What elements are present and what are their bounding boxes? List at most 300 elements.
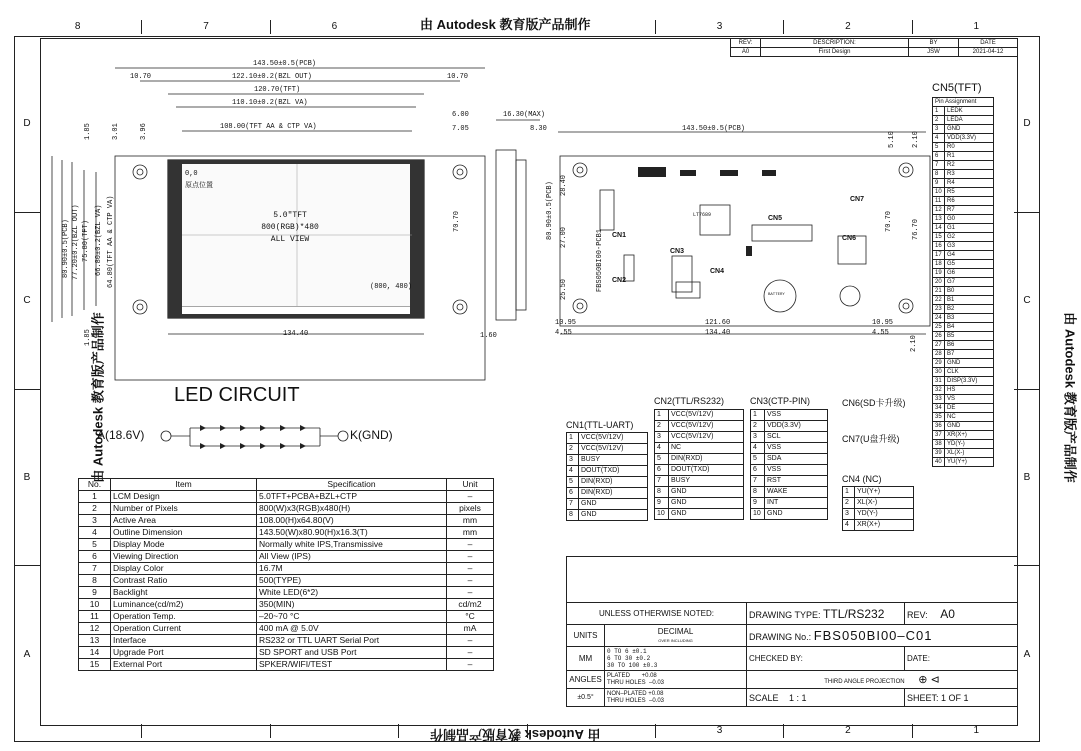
- table-row: [567, 488, 648, 499]
- table-row: [933, 278, 994, 287]
- table-cell: 12: [933, 206, 945, 215]
- table-row: [79, 623, 494, 635]
- unless-noted: UNLESS OTHERWISE NOTED:: [567, 603, 747, 625]
- sheet-value: 1 OF 1: [941, 692, 969, 703]
- dim-aa-height: 64.80(TFT AA & CTP VA): [107, 195, 115, 288]
- table-cell: 15: [933, 233, 945, 242]
- table-cell: 12: [79, 623, 111, 635]
- tolerance-row: 0 TO 6 ±0.1: [607, 648, 647, 655]
- zone-label: D: [1023, 118, 1031, 130]
- table-cell: Upgrade Port: [111, 647, 257, 659]
- dim-bezel-width: 122.10±0.2(BZL OUT): [232, 73, 312, 81]
- table-cell: mm: [447, 527, 494, 539]
- spec-header: Specification: [257, 479, 447, 491]
- table-cell: DE: [945, 404, 994, 413]
- led-circuit-title: LED CIRCUIT: [174, 384, 300, 406]
- table-row: [843, 498, 914, 509]
- table-cell: R1: [945, 152, 994, 161]
- scale-value: 1 : 1: [789, 692, 807, 703]
- table-cell: 5: [933, 143, 945, 152]
- dim-back-offset: 8.30: [530, 125, 547, 133]
- table-cell: VCC(5V/12V): [579, 433, 648, 444]
- dim-aa-width: 108.00(TFT AA & CTP VA): [220, 123, 317, 131]
- zone-label: 3: [655, 724, 783, 738]
- sheet-label: SHEET:: [907, 692, 939, 703]
- table-row: [567, 433, 648, 444]
- table-cell: 19: [933, 269, 945, 278]
- cn1-title: CN1(TTL-UART): [566, 420, 634, 430]
- table-cell: 2: [655, 421, 669, 432]
- table-row: [79, 515, 494, 527]
- table-cell: mA: [447, 623, 494, 635]
- back-pcb-outline: [560, 156, 930, 326]
- table-cell: 4: [933, 134, 945, 143]
- table-cell: Backlight: [111, 587, 257, 599]
- drawing-type-cell: [747, 603, 905, 625]
- table-row: [655, 487, 744, 498]
- table-row: [933, 368, 994, 377]
- dim-back-v: 28.40: [560, 174, 568, 196]
- cn1-connector: [600, 190, 614, 230]
- date-cell: DATE:: [905, 647, 1018, 671]
- table-cell: DOUT(TXD): [669, 465, 744, 476]
- table-row: [933, 134, 994, 143]
- table-row: [933, 233, 994, 242]
- origin-caption: 原点位置: [185, 181, 213, 189]
- mm-label: MM: [567, 647, 605, 671]
- table-cell: 22: [933, 296, 945, 305]
- zone-label: 3: [655, 20, 783, 34]
- table-cell: 5: [567, 477, 579, 488]
- table-cell: 21: [933, 287, 945, 296]
- table-cell: 2: [933, 116, 945, 125]
- table-cell: 33: [933, 395, 945, 404]
- table-cell: White LED(6*2): [257, 587, 447, 599]
- table-cell: NC: [669, 443, 744, 454]
- sheet-cell: [905, 689, 1018, 707]
- drawing-type-label: DRAWING TYPE:: [749, 609, 821, 620]
- table-cell: 14: [933, 224, 945, 233]
- table-cell: VDD(3.3V): [765, 421, 828, 432]
- table-cell: 25: [933, 323, 945, 332]
- anode-terminal: [161, 431, 171, 441]
- table-cell: XL(X-): [855, 498, 914, 509]
- table-cell: 4: [79, 527, 111, 539]
- rev-cell: JSW: [909, 48, 959, 57]
- table-cell: DIN(RXD): [579, 488, 648, 499]
- table-cell: 3: [751, 432, 765, 443]
- table-cell: GND: [765, 509, 828, 520]
- table-cell: LEDK: [945, 107, 994, 116]
- table-row: [933, 161, 994, 170]
- table-cell: 1: [567, 433, 579, 444]
- dim-tft-height: 75.80(TFT): [82, 219, 90, 262]
- zone-strip-bottom: [14, 724, 1040, 738]
- chip-outline: [700, 205, 730, 235]
- watermark-right: 由 Autodesk 教育版产品制作: [1062, 312, 1078, 483]
- table-cell: BUSY: [669, 476, 744, 487]
- table-row: [79, 599, 494, 611]
- table-cell: –: [447, 587, 494, 599]
- connector-label: CN5: [768, 215, 783, 222]
- table-row: [751, 421, 828, 432]
- cn5-header: Pin Assignment: [933, 98, 994, 107]
- nonplated-tolerance: NON–PLATED +0.08 THRU HOLES –0.03: [605, 689, 747, 707]
- rev-cell: [905, 603, 1018, 625]
- table-cell: 36: [933, 422, 945, 431]
- table-cell: R6: [945, 197, 994, 206]
- table-cell: –: [447, 575, 494, 587]
- table-cell: 6: [655, 465, 669, 476]
- table-row: [933, 431, 994, 440]
- table-row: [567, 499, 648, 510]
- table-cell: GND: [579, 510, 648, 521]
- table-row: [567, 444, 648, 455]
- connector-label: CN3: [670, 248, 685, 255]
- angle-tolerance: ±0.5°: [567, 689, 605, 707]
- table-cell: 6: [79, 551, 111, 563]
- table-cell: HS: [945, 386, 994, 395]
- table-row: [79, 611, 494, 623]
- table-row: [567, 466, 648, 477]
- table-row: [933, 197, 994, 206]
- table-cell: 28: [933, 350, 945, 359]
- led-circuit-diagram: [160, 420, 350, 460]
- table-cell: Contrast Ratio: [111, 575, 257, 587]
- zone-label: 1: [912, 20, 1040, 34]
- table-cell: 8: [567, 510, 579, 521]
- watermark-bottom: 由 Autodesk 教育版产品制作: [430, 727, 601, 742]
- table-cell: SDA: [765, 454, 828, 465]
- tolerance-cell: [605, 647, 747, 671]
- table-cell: YU(Y+): [855, 487, 914, 498]
- table-cell: LCM Design: [111, 491, 257, 503]
- units-label: UNITS: [567, 625, 605, 647]
- screen-line: ALL VIEW: [270, 235, 310, 244]
- table-cell: 400 mA @ 5.0V: [257, 623, 447, 635]
- table-cell: 15: [79, 659, 111, 671]
- table-cell: BUSY: [579, 455, 648, 466]
- table-cell: GND: [669, 509, 744, 520]
- table-cell: 32: [933, 386, 945, 395]
- pcb-name: FBS050BI00-PCB1: [596, 228, 604, 292]
- table-row: [655, 432, 744, 443]
- table-cell: B5: [945, 332, 994, 341]
- table-row: [933, 224, 994, 233]
- table-cell: YU(Y+): [945, 458, 994, 467]
- connector-label: CN2: [612, 277, 627, 284]
- table-cell: Operation Temp.: [111, 611, 257, 623]
- table-row: [933, 332, 994, 341]
- table-cell: Normally white IPS,Transmissive: [257, 539, 447, 551]
- table-cell: 8: [655, 487, 669, 498]
- table-cell: Luminance(cd/m2): [111, 599, 257, 611]
- zone-label: C: [14, 212, 40, 389]
- table-cell: 350(MIN): [257, 599, 447, 611]
- dim-back-bottom: 121.60: [705, 319, 731, 327]
- table-cell: G0: [945, 215, 994, 224]
- table-row: [933, 179, 994, 188]
- table-row: [933, 170, 994, 179]
- table-cell: R3: [945, 170, 994, 179]
- table-row: [933, 413, 994, 422]
- table-row: [655, 465, 744, 476]
- table-row: [933, 449, 994, 458]
- table-cell: 7: [567, 499, 579, 510]
- cn2-pin-table: [654, 409, 744, 520]
- table-cell: GND: [579, 499, 648, 510]
- table-cell: Active Area: [111, 515, 257, 527]
- table-cell: 5: [79, 539, 111, 551]
- table-cell: 39: [933, 449, 945, 458]
- projection-symbol-icon: ⊕ ⊲: [918, 674, 940, 686]
- table-cell: R7: [945, 206, 994, 215]
- zone-strip-left: [14, 36, 40, 742]
- table-cell: G2: [945, 233, 994, 242]
- table-cell: –: [447, 539, 494, 551]
- table-cell: 500(TYPE): [257, 575, 447, 587]
- decimal-sub: [607, 636, 744, 645]
- table-cell: Display Color: [111, 563, 257, 575]
- table-cell: G4: [945, 251, 994, 260]
- zone-label: [141, 724, 269, 738]
- table-cell: 11: [79, 611, 111, 623]
- origin-label: 0,0: [185, 170, 198, 178]
- table-row: [567, 510, 648, 521]
- dim-back-right: 2.10: [912, 131, 920, 148]
- drawing-no: FBS050BI00–C01: [813, 628, 933, 643]
- dim-small: 1.85: [84, 123, 92, 140]
- dim-pcb-width: 143.50±0.5(PCB): [253, 60, 317, 68]
- table-row: [751, 498, 828, 509]
- table-row: [751, 432, 828, 443]
- table-cell: XL(X-): [945, 449, 994, 458]
- dim-back-bottom: 4.55: [555, 329, 572, 337]
- table-row: [79, 587, 494, 599]
- table-row: [751, 443, 828, 454]
- mechanical-drawing: [40, 60, 930, 360]
- rev-label: REV:: [907, 609, 928, 620]
- table-cell: 9: [79, 587, 111, 599]
- table-cell: 4: [843, 520, 855, 531]
- table-row: [655, 498, 744, 509]
- dim-back-height: 80.90±0.5(PCB): [546, 181, 554, 240]
- table-cell: RST: [765, 476, 828, 487]
- rev-header: DATE: [959, 39, 1018, 48]
- table-row: [933, 395, 994, 404]
- cn6-title: CN6(SD卡升级): [842, 398, 906, 408]
- spec-header: Unit: [447, 479, 494, 491]
- table-cell: VCC(5V/12V): [669, 421, 744, 432]
- table-cell: DIN(RXD): [579, 477, 648, 488]
- table-cell: 10: [933, 188, 945, 197]
- cn7-title: CN7(U盘升级): [842, 434, 900, 444]
- spec-header: No.: [79, 479, 111, 491]
- dim-right-margin: 10.70: [447, 73, 469, 81]
- rev-cell: A0: [731, 48, 761, 57]
- decimal-label: DECIMAL: [657, 626, 694, 636]
- table-cell: R4: [945, 179, 994, 188]
- table-cell: 3: [655, 432, 669, 443]
- table-cell: 9: [751, 498, 765, 509]
- table-row: [933, 215, 994, 224]
- table-cell: 3: [567, 455, 579, 466]
- table-row: [933, 287, 994, 296]
- table-cell: VDD(3.3V): [945, 134, 994, 143]
- table-cell: 26: [933, 332, 945, 341]
- table-cell: 6: [933, 152, 945, 161]
- table-cell: G7: [945, 278, 994, 287]
- table-cell: 2: [751, 421, 765, 432]
- table-row: [79, 551, 494, 563]
- table-cell: LEDA: [945, 116, 994, 125]
- table-cell: VS: [945, 395, 994, 404]
- dim-back-bottom: 134.40: [705, 329, 731, 337]
- title-block-blank: [566, 556, 1018, 602]
- table-cell: 38: [933, 440, 945, 449]
- table-cell: 5: [655, 454, 669, 465]
- table-cell: 8: [751, 487, 765, 498]
- dim-aa-margin: 7.05: [452, 125, 469, 133]
- table-cell: pixels: [447, 503, 494, 515]
- table-row: [655, 454, 744, 465]
- table-row: [655, 421, 744, 432]
- zone-label: B: [14, 389, 40, 566]
- table-cell: VSS: [765, 410, 828, 421]
- cn4-pin-table: [842, 486, 914, 531]
- table-cell: B7: [945, 350, 994, 359]
- dim-bezel-height: 77.20±0.2(BZL OUT): [72, 204, 80, 280]
- table-row: [933, 107, 994, 116]
- dim-back-v: 27.00: [560, 226, 568, 248]
- table-cell: –20~70 °C: [257, 611, 447, 623]
- table-row: [933, 440, 994, 449]
- connector-label: CN6: [842, 235, 857, 242]
- zone-label: [270, 724, 398, 738]
- table-row: [933, 422, 994, 431]
- table-row: [933, 269, 994, 278]
- table-cell: 2: [843, 498, 855, 509]
- led-diodes: [200, 425, 306, 449]
- dim-back-bottom: 2.10: [910, 335, 918, 352]
- table-cell: 16: [933, 242, 945, 251]
- table-cell: R0: [945, 143, 994, 152]
- dim-bzl-va-margin: 6.00: [452, 111, 469, 119]
- table-cell: 27: [933, 341, 945, 350]
- table-cell: 7: [79, 563, 111, 575]
- table-cell: DIN(RXD): [669, 454, 744, 465]
- table-row: [933, 188, 994, 197]
- table-cell: 6: [751, 465, 765, 476]
- cn3-connector: [672, 256, 692, 292]
- table-cell: 1: [79, 491, 111, 503]
- table-row: [79, 575, 494, 587]
- table-cell: 9: [655, 498, 669, 509]
- table-row: [933, 251, 994, 260]
- table-cell: Outline Dimension: [111, 527, 257, 539]
- table-cell: 7: [751, 476, 765, 487]
- table-row: [79, 635, 494, 647]
- table-cell: Number of Pixels: [111, 503, 257, 515]
- table-cell: VSS: [765, 465, 828, 476]
- table-cell: VCC(5V/12V): [579, 444, 648, 455]
- corner-label: (800, 480): [370, 283, 413, 291]
- table-cell: 40: [933, 458, 945, 467]
- table-cell: GND: [945, 422, 994, 431]
- table-row: [843, 487, 914, 498]
- table-cell: 8: [79, 575, 111, 587]
- table-row: [933, 305, 994, 314]
- table-row: [933, 341, 994, 350]
- drawing-type: TTL/RS232: [823, 606, 885, 621]
- checked-by: CHECKED BY:: [747, 647, 905, 671]
- table-cell: G1: [945, 224, 994, 233]
- table-cell: B3: [945, 314, 994, 323]
- table-cell: 4: [751, 443, 765, 454]
- screen-caption: [240, 210, 340, 246]
- table-cell: 1: [843, 487, 855, 498]
- rev-value: A0: [940, 606, 955, 621]
- drawing-no-label: DRAWING No.:: [749, 632, 812, 642]
- table-cell: 31: [933, 377, 945, 386]
- table-row: [933, 350, 994, 359]
- dim-thickness: 16.30(MAX): [503, 111, 546, 119]
- dim-right-height: 70.70: [453, 210, 461, 232]
- table-cell: VCC(5V/12V): [669, 410, 744, 421]
- title-block: [566, 602, 1018, 707]
- table-cell: –: [447, 551, 494, 563]
- table-cell: GND: [945, 359, 994, 368]
- table-row: [79, 503, 494, 515]
- connector-label: CN7: [850, 196, 865, 203]
- battery-label: BATTERY: [768, 293, 785, 297]
- table-cell: B6: [945, 341, 994, 350]
- table-cell: 3: [933, 125, 945, 134]
- table-row: [933, 458, 994, 467]
- table-cell: G6: [945, 269, 994, 278]
- table-cell: –: [447, 647, 494, 659]
- zone-label: 1: [912, 724, 1040, 738]
- table-cell: VSS: [765, 443, 828, 454]
- cn3-title: CN3(CTP-PIN): [750, 396, 810, 406]
- table-cell: INT: [765, 498, 828, 509]
- table-row: [933, 125, 994, 134]
- table-row: [843, 520, 914, 531]
- dim-back-v: 76.70: [912, 218, 920, 240]
- table-cell: 34: [933, 404, 945, 413]
- table-row: [655, 443, 744, 454]
- table-cell: 9: [933, 179, 945, 188]
- connector-label: CN1: [612, 232, 627, 239]
- table-cell: 3: [79, 515, 111, 527]
- table-cell: 1: [655, 410, 669, 421]
- table-cell: GND: [945, 125, 994, 134]
- cathode-terminal: [338, 431, 348, 441]
- table-row: [751, 465, 828, 476]
- table-cell: 108.00(H)x64.80(V): [257, 515, 447, 527]
- zone-label: 8: [74, 21, 81, 32]
- table-cell: 10: [655, 509, 669, 520]
- projection-cell: [747, 671, 1018, 689]
- table-cell: 7: [933, 161, 945, 170]
- table-row: [933, 260, 994, 269]
- zone-label: 2: [783, 724, 911, 738]
- decimal-cell: [605, 625, 747, 647]
- zone-label: 2: [783, 20, 911, 34]
- table-cell: 37: [933, 431, 945, 440]
- zone-label: 7: [141, 20, 269, 34]
- table-cell: 16.7M: [257, 563, 447, 575]
